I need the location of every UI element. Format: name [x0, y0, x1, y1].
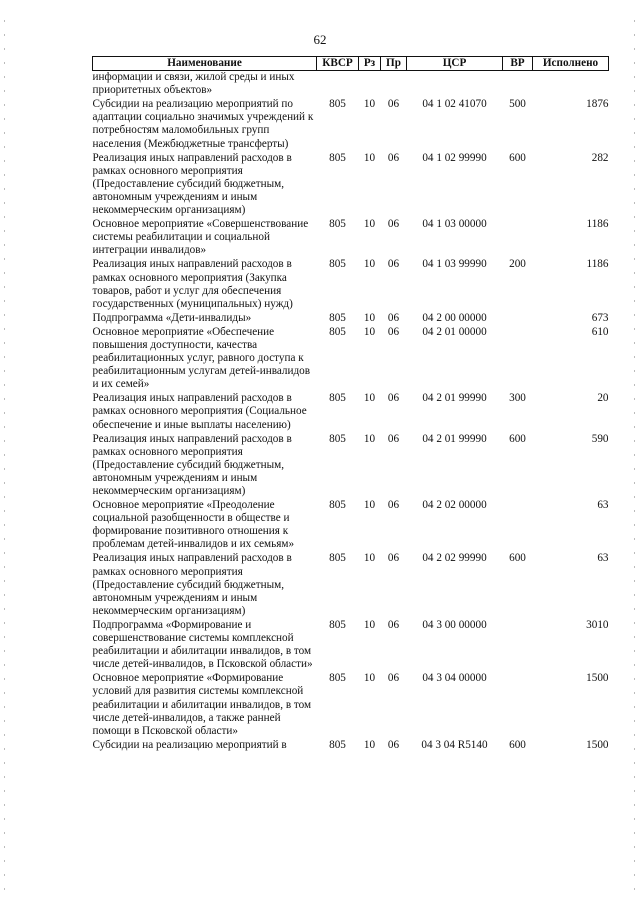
cell-rz: 10 — [363, 311, 376, 324]
col-kvsr-header: КВСР — [317, 57, 359, 71]
cell-rz: 10 — [363, 618, 376, 631]
cell-pr: 06 — [387, 618, 400, 631]
cell-vr — [503, 71, 533, 99]
cell-rz: 10 — [363, 98, 376, 111]
cell-kvsr: 805 — [329, 672, 346, 685]
cell-pr: 06 — [387, 258, 400, 271]
table-row — [93, 433, 609, 499]
cell-name: Основное мероприятие «Совершенствование системы реабилитации и социальной интеграции инвалидов» — [92, 218, 309, 257]
cell-csr: 04 2 02 99990 — [422, 552, 487, 565]
cell-kvsr — [317, 71, 359, 99]
table-row — [93, 326, 609, 392]
cell-done: 1186 — [586, 258, 609, 271]
cell-vr: 600 — [509, 151, 526, 164]
cell-name: Подпрограмма «Дети-инвалиды» — [92, 311, 252, 324]
cell-csr: 04 2 00 00000 — [422, 311, 487, 324]
cell-kvsr: 805 — [329, 258, 346, 271]
cell-kvsr: 805 — [329, 618, 346, 631]
cell-done: 20 — [597, 392, 609, 405]
cell-vr: 500 — [509, 98, 526, 111]
col-pr-header: Пр — [381, 57, 407, 71]
cell-csr: 04 1 02 41070 — [422, 98, 487, 111]
cell-name: Реализация иных направлений расходов в рамках основного мероприятия (Предоставление субсидий бюджетным, автономным учреждениям и иным некоммерческим организациям) — [92, 432, 292, 497]
cell-pr: 06 — [387, 98, 400, 111]
cell-csr: 04 3 04 00000 — [422, 672, 487, 685]
table-row — [93, 258, 609, 311]
table-header — [93, 57, 609, 71]
cell-rz: 10 — [363, 738, 376, 751]
budget-table — [92, 56, 609, 753]
cell-name: Основное мероприятие «Обеспечение повышения доступности, качества реабилитационных услуг, равного доступа к реабилитационным услугам детей-инвалидов и их семей» — [92, 325, 311, 391]
cell-name: Субсидии на реализацию мероприятий в — [92, 738, 287, 751]
cell-vr: 600 — [509, 432, 526, 445]
cell-pr: 06 — [387, 392, 400, 405]
cell-done: 63 — [597, 552, 609, 565]
cell-rz — [359, 71, 381, 99]
cell-csr: 04 2 01 99990 — [422, 392, 487, 405]
scan-edge-right — [634, 20, 635, 900]
cell-rz: 10 — [363, 258, 376, 271]
cell-pr — [381, 71, 407, 99]
table-row — [93, 152, 609, 218]
cell-vr: 200 — [509, 258, 526, 271]
cell-rz: 10 — [363, 218, 376, 231]
col-name-header: Наименование — [93, 57, 317, 71]
cell-rz: 10 — [363, 499, 376, 512]
cell-csr: 04 1 03 00000 — [422, 218, 487, 231]
cell-rz: 10 — [363, 151, 376, 164]
cell-rz: 10 — [363, 672, 376, 685]
cell-pr: 06 — [387, 672, 400, 685]
cell-rz: 10 — [363, 552, 376, 565]
cell-csr: 04 1 03 99990 — [422, 258, 487, 271]
cell-rz: 10 — [363, 325, 376, 338]
cell-vr: 600 — [509, 552, 526, 565]
cell-pr: 06 — [387, 552, 400, 565]
cell-name: Реализация иных направлений расходов в рамках основного мероприятия (Предоставление субсидий бюджетным, автономным учреждениям и иным некоммерческим организациям) — [92, 552, 292, 617]
table-row — [93, 672, 609, 738]
table-body — [93, 71, 609, 753]
cell-rz: 10 — [363, 392, 376, 405]
cell-name: Субсидии на реализацию мероприятий по адаптации социально значимых учреждений к потребностям маломобильных групп населения (Межбюджетные трансферты) — [92, 98, 314, 150]
cell-kvsr: 805 — [329, 151, 346, 164]
cell-name: Основное мероприятие «Формирование условий для развития системы комплексной реабилитации и абилитации инвалидов, в том числе детей-инвалидов, а также ранней помощи в Псковской области» — [92, 672, 312, 737]
cell-pr: 06 — [387, 311, 400, 324]
col-vr-header: ВР — [503, 57, 533, 71]
cell-csr: 04 2 01 99990 — [422, 432, 487, 445]
cell-kvsr: 805 — [329, 311, 346, 324]
cell-kvsr: 805 — [329, 432, 346, 445]
cell-csr: 04 2 01 00000 — [422, 325, 487, 338]
cell-done: 590 — [591, 432, 609, 445]
cell-done: 1876 — [586, 98, 609, 111]
cell-csr — [407, 71, 503, 99]
table-row — [93, 71, 609, 99]
cell-done — [533, 71, 609, 99]
cell-done: 610 — [591, 325, 609, 338]
cell-name: Реализация иных направлений расходов в рамках основного мероприятия (Социальное обеспечение и иные выплаты населению) — [92, 392, 307, 431]
cell-kvsr: 805 — [329, 392, 346, 405]
cell-kvsr: 805 — [329, 98, 346, 111]
cell-vr: 300 — [509, 392, 526, 405]
col-done-header: Исполнено — [533, 57, 609, 71]
table-row — [93, 392, 609, 432]
cell-done: 673 — [591, 311, 609, 324]
cell-kvsr: 805 — [329, 325, 346, 338]
page-number: 62 — [313, 32, 327, 47]
table-row — [93, 619, 609, 672]
cell-done: 282 — [591, 151, 609, 164]
cell-vr — [503, 312, 533, 326]
cell-pr: 06 — [387, 432, 400, 445]
col-rz-header: Рз — [359, 57, 381, 71]
cell-pr: 06 — [387, 151, 400, 164]
cell-kvsr: 805 — [329, 499, 346, 512]
cell-done: 63 — [597, 499, 609, 512]
cell-vr — [503, 218, 533, 258]
cell-name: Подпрограмма «Формирование и совершенствование системы комплексной реабилитации и абилитации инвалидов, в том числе детей-инвалидов, в Псковской области» — [92, 618, 313, 671]
cell-done: 3010 — [586, 618, 609, 631]
cell-pr: 06 — [387, 218, 400, 231]
cell-vr: 600 — [509, 738, 526, 751]
cell-kvsr: 805 — [329, 738, 346, 751]
cell-kvsr: 805 — [329, 552, 346, 565]
scan-edge-left — [4, 20, 5, 900]
cell-done: 1500 — [586, 738, 609, 751]
cell-kvsr: 805 — [329, 218, 346, 231]
col-csr-header: ЦСР — [407, 57, 503, 71]
cell-pr: 06 — [387, 738, 400, 751]
cell-rz: 10 — [363, 432, 376, 445]
cell-csr: 04 2 02 00000 — [422, 499, 487, 512]
cell-vr — [503, 326, 533, 392]
cell-csr: 04 3 04 R5140 — [421, 738, 488, 751]
cell-vr — [503, 619, 533, 672]
cell-done: 1500 — [586, 672, 609, 685]
cell-vr — [503, 672, 533, 738]
cell-name: Реализация иных направлений расходов в рамках основного мероприятия (Предоставление субсидий бюджетным, автономным учреждениям и иным некоммерческим организациям) — [92, 151, 292, 217]
table-row — [93, 218, 609, 258]
table-row — [93, 552, 609, 618]
cell-pr: 06 — [387, 325, 400, 338]
table-row — [93, 739, 609, 753]
cell-vr — [503, 499, 533, 552]
cell-csr: 04 1 02 99990 — [422, 151, 487, 164]
table-row — [93, 499, 609, 552]
table-row — [93, 98, 609, 151]
cell-pr: 06 — [387, 499, 400, 512]
table-row — [93, 312, 609, 326]
cell-name: информации и связи, жилой среды и иных приоритетных объектов» — [92, 71, 295, 97]
cell-done: 1186 — [586, 218, 609, 231]
cell-name: Основное мероприятие «Преодоление социальной разобщенности в обществе и формирование позитивного отношения к проблемам детей-инвалидов и их семьям» — [92, 499, 295, 551]
cell-name: Реализация иных направлений расходов в рамках основного мероприятия (Закупка товаров, работ и услуг для обеспечения государственных (муниципальных) нужд) — [92, 258, 293, 310]
cell-csr: 04 3 00 00000 — [422, 618, 487, 631]
